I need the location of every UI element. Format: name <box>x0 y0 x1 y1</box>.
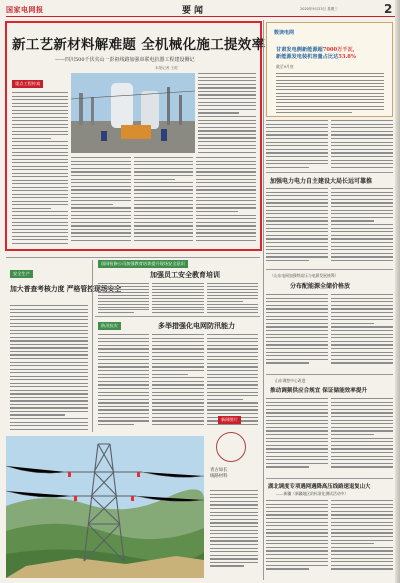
lead-photo <box>71 73 195 153</box>
right-kicker-3: 山东调控中心改进 <box>275 378 306 383</box>
sidebar-caption: 截至9月底 <box>276 64 294 69</box>
right-body-text-2 <box>266 188 393 268</box>
divider <box>266 269 393 270</box>
flood-headline: 多举措强化电网防汛能力 <box>158 321 235 330</box>
mid-kicker-tag: 国网检修公司加强教育培训提升现场安全意识 <box>98 260 188 268</box>
sidebar-line-2: 新能源发电装机容量占比达 <box>276 54 339 60</box>
header-rule <box>6 16 396 17</box>
sidebar-body-text <box>276 73 384 113</box>
divider <box>266 172 393 173</box>
safety-body-text <box>10 305 88 430</box>
lead-body-bottom-columns <box>71 157 256 245</box>
divider <box>266 374 393 375</box>
right-kicker-4: ——新疆（新疆地区的标准化测试活动中） <box>276 491 349 496</box>
page-number: 2 <box>384 2 393 16</box>
lead-headline: 新工艺新材料解难题 全机械化施工提效率 <box>12 37 266 53</box>
masthead-brand: 国家电网报 <box>6 6 44 14</box>
page-edge-shadow <box>395 0 400 583</box>
right-body-text-1 <box>266 120 393 170</box>
divider <box>6 257 260 258</box>
photo-caption-text <box>210 490 258 574</box>
safety-tag: 安全生产 <box>10 270 33 278</box>
safety-headline: 加大普查考核力度 严格管控现场安全 <box>10 285 122 293</box>
column-divider <box>92 260 93 432</box>
lead-byline: 本报记者 王琨 <box>155 66 178 70</box>
section-title: 要闻 <box>182 6 207 16</box>
photo-badge: 新闻图片 <box>218 416 241 424</box>
right-body-text-3 <box>266 294 393 372</box>
lead-column-tag: 重点工程传真 <box>12 80 43 88</box>
lead-body-right-column <box>198 73 256 153</box>
flood-body-text <box>98 334 258 429</box>
flood-tag: 防汛抗灾 <box>98 322 121 330</box>
right-headline-1: 加强电力电力自主建设大局长远可靠推 <box>270 178 373 185</box>
photo-caption-title: 青古如长 线路材料 <box>210 468 228 479</box>
sidebar-line-1: 甘肃发电侧新能源超 <box>276 47 323 53</box>
mid-body-text <box>98 283 258 313</box>
lead-body-left-column <box>12 92 68 244</box>
substation-photo <box>71 73 195 153</box>
right-body-text-5 <box>266 500 393 578</box>
camera-seal-icon <box>216 432 246 462</box>
sidebar-title: 数读电网 <box>274 30 295 36</box>
right-headline-2: 分布配能源全储价格放 <box>290 283 351 290</box>
tower-landscape-photo <box>6 436 204 578</box>
sidebar-value-2: 53.8% <box>338 54 356 60</box>
right-body-text-4 <box>266 398 393 476</box>
data-sidebar-box <box>266 22 393 117</box>
issue-date: 2020年9月23日 星期三 <box>300 7 338 11</box>
mid-headline: 加强员工安全教育培训 <box>150 270 220 279</box>
right-headline-4: 湖北调度专项遇网遇降高压线路速退复山大 <box>268 484 371 490</box>
column-divider <box>263 20 264 580</box>
divider <box>266 478 393 479</box>
divider <box>95 316 260 317</box>
sidebar-value-1: 7000万千瓦， <box>322 47 358 53</box>
right-headline-3: 推动调频供应合规宜 保证储能效率提升 <box>270 388 368 394</box>
sidebar-highlight-text <box>276 47 384 61</box>
transmission-tower-photo <box>6 436 204 578</box>
lead-subheadline: ——四川500千伏夹山一彭祖线路加强串联电抗器工程建设侧记 <box>55 57 195 63</box>
right-kicker-2: （山东电网加强特高压与电源发展统筹） <box>270 273 339 278</box>
